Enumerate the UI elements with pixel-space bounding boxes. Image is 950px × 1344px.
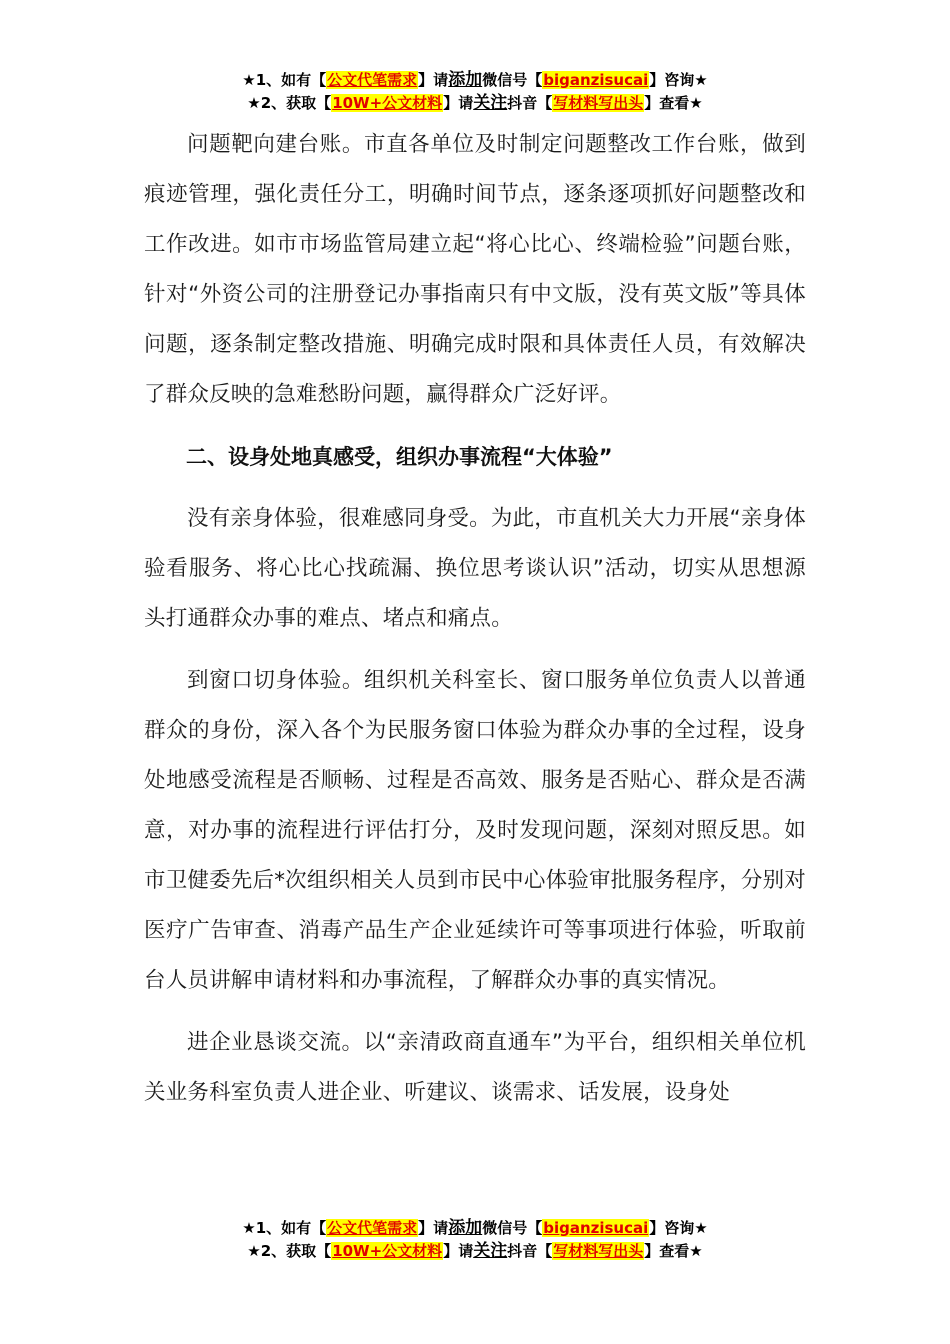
- banner-highlight-wechat-id: biganzisucai: [543, 1219, 649, 1237]
- banner-line-2-mid: 】请: [443, 94, 474, 112]
- banner-line-2-prefix: ★2、获取【: [247, 94, 332, 112]
- banner-line-1-suffix: 】咨询★: [649, 71, 708, 89]
- banner-line-1-mid2: 微信号【: [482, 1219, 543, 1237]
- banner-emphasis-add: 添加: [448, 70, 483, 90]
- banner-line-1-prefix: ★1、如有【: [242, 71, 327, 89]
- paragraph-experience-intro: 没有亲身体验，很难感同身受。为此，市直机关大力开展“亲身体验看服务、将心比心找疏漏、换位思考谈认识”活动，切实从思想源头打通群众办事的难点、堵点和痛点。: [144, 506, 806, 631]
- banner-emphasis-follow: 关注: [473, 93, 508, 113]
- banner-line-1-suffix: 】咨询★: [649, 1219, 708, 1237]
- banner-highlight-douyin-account: 写材料写出头: [553, 1242, 644, 1260]
- banner-highlight-douyin-account: 写材料写出头: [553, 94, 644, 112]
- document-body: [144, 120, 806, 1130]
- banner-highlight-wechat-id: biganzisucai: [543, 71, 649, 89]
- banner-line-2-mid2: 抖音【: [507, 1242, 553, 1260]
- banner-line-1-mid: 】请: [418, 71, 449, 89]
- banner-line-2: [0, 92, 950, 115]
- banner-line-1: [0, 1217, 950, 1240]
- banner-highlight-materials: 10W+公文材料: [332, 1242, 443, 1260]
- banner-line-1-mid: 】请: [418, 1219, 449, 1237]
- banner-line-2-suffix: 】查看★: [644, 94, 703, 112]
- banner-line-1: [0, 69, 950, 92]
- banner-line-1-mid2: 微信号【: [482, 71, 543, 89]
- paragraph-enterprise-talks: 进企业恳谈交流。以“亲清政商直通车”为平台，组织相关单位机关业务科室负责人进企业、听建议、谈需求、话发展，设身处: [144, 1030, 806, 1105]
- paragraph-ledger: 问题靶向建台账。市直各单位及时制定问题整改工作台账，做到痕迹管理，强化责任分工，明确时间节点，逐条逐项抓好问题整改和工作改进。如市市场监管局建立起“将心比心、终端检验”问题台账，针对“外资公司的注册登记办事指南只有中文版，没有英文版”等具体问题，逐条制定整改措施、明确完成时限和具体责任人员，有效解决了群众反映的急难愁盼问题，赢得群众广泛好评。: [144, 132, 806, 407]
- section-heading-2: 二、设身处地真感受，组织办事流程“大体验”: [186, 445, 613, 469]
- banner-line-1-prefix: ★1、如有【: [242, 1219, 327, 1237]
- banner-line-2: [0, 1240, 950, 1263]
- banner-line-2-mid2: 抖音【: [507, 94, 553, 112]
- banner-highlight-service: 公文代笔需求: [327, 71, 418, 89]
- paragraph-window-experience: 到窗口切身体验。组织机关科室长、窗口服务单位负责人以普通群众的身份，深入各个为民服务窗口体验为群众办事的全过程，设身处地感受流程是否顺畅、过程是否高效、服务是否贴心、群众是否满意，对办事的流程进行评估打分，及时发现问题，深刻对照反思。如市卫健委先后*次组织相关人员到市民中心体验审批服务程序，分别对医疗广告审查、消毒产品生产企业延续许可等事项进行体验，听取前台人员讲解申请材料和办事流程，了解群众办事的真实情况。: [144, 668, 806, 993]
- banner-highlight-materials: 10W+公文材料: [332, 94, 443, 112]
- banner-emphasis-add: 添加: [448, 1218, 483, 1238]
- banner-line-2-suffix: 】查看★: [644, 1242, 703, 1260]
- banner-line-2-mid: 】请: [443, 1242, 474, 1260]
- banner-highlight-service: 公文代笔需求: [327, 1219, 418, 1237]
- bottom-banner: [0, 1217, 950, 1263]
- banner-line-2-prefix: ★2、获取【: [247, 1242, 332, 1260]
- banner-emphasis-follow: 关注: [473, 1241, 508, 1261]
- top-banner: [0, 69, 950, 115]
